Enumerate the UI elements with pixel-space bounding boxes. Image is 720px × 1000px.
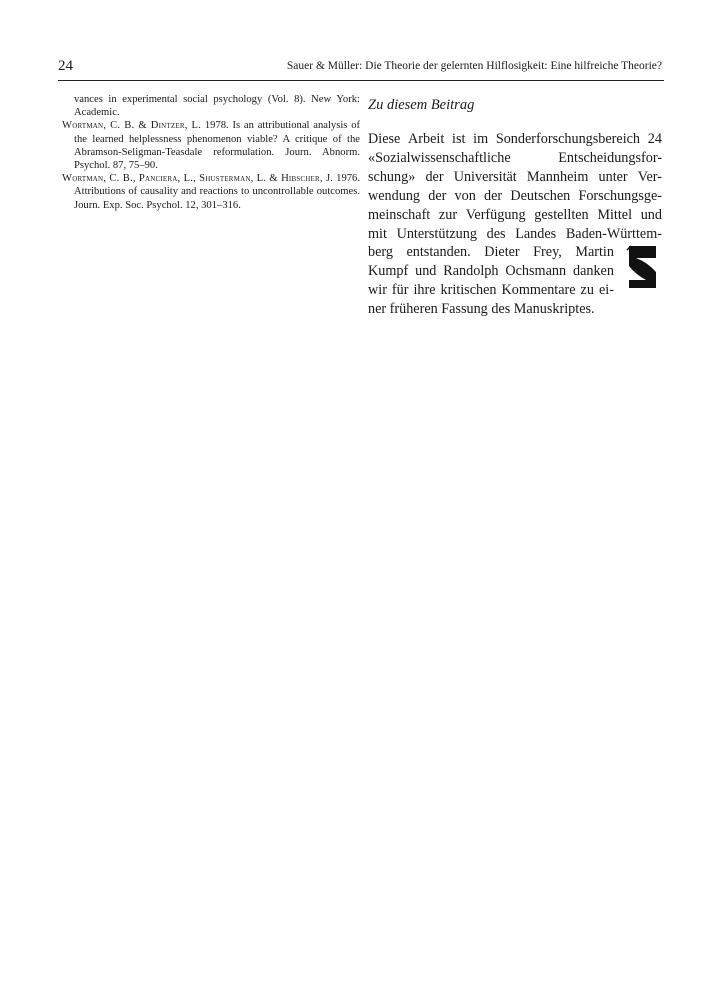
reference-authors: Wortman, C. B. & Dintzer, L. [62,120,202,132]
note-line: wir für ihre kritischen Kommentare zu ei- [368,282,614,299]
reference-list [62,93,360,212]
note-line: Kumpf und Randolph Ochsmann danken [368,263,614,280]
note-body [368,130,662,319]
note-line: Diese Arbeit ist im Sonderforschungsbereich 24 [368,131,662,147]
note-line: meinschaft zur Verfügung gestellten Mittel und [368,206,662,223]
note-line: «Sozialwissenschaftliche Entscheidungsfor- [368,149,662,166]
reference-continuation: vances in experimental social psychology (Vol. 8). New York: Academic. [74,94,360,119]
note-line: berg entstanden. Dieter Frey, Martin [368,244,614,261]
reference-text: 1976. Attributions of causality and reactions to uncontrollable outcomes. Journ. Exp. Soc. Psychol. 12, 301–316. [74,173,360,211]
author-note [368,97,662,319]
note-line: mit Unterstützung des Landes Baden-Württem- [368,225,662,242]
note-line: wendung der von der Deutschen Forschungsge- [368,187,662,204]
note-line: schung» der Universität Mannheim unter Ver- [368,168,662,185]
reference-authors: Wortman, C. B., Panciera, L., Shusterman, L. & Hibscher, J. [62,173,334,185]
reference-entry [62,119,360,172]
note-title: Zu diesem Beitrag [368,97,475,113]
page-number: 24 [58,58,73,74]
reference-entry [62,172,360,212]
reference-text: 1978. Is an attributional analysis of the learned helplessness phenomenon viable? A critique of the Abramson-Seligman-Teasdale reformulation. Journ. Abnorm. Psychol. 87, 75–90. [74,120,361,172]
journal-end-mark-icon [625,244,657,290]
running-head: Sauer & Müller: Die Theorie der gelernten Hilflosigkeit: Eine hilfreiche Theorie? [286,60,662,72]
header-rule [58,80,664,81]
note-line: ner früheren Fassung des Manuskriptes. [368,301,595,318]
